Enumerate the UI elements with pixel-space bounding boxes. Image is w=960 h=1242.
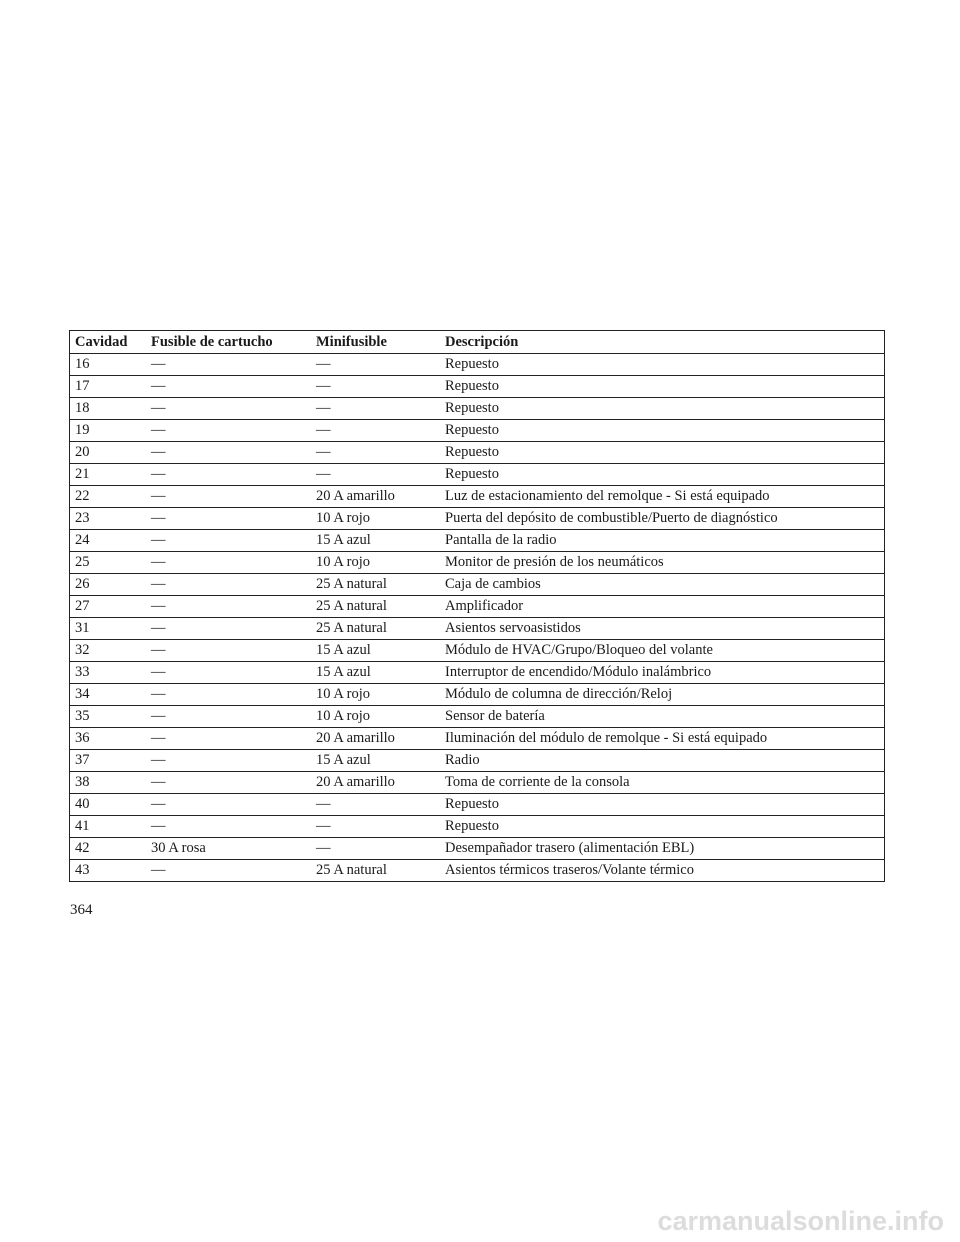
table-row xyxy=(70,816,885,838)
cell-minifusible: — xyxy=(311,816,440,838)
cell-fusible-cartucho: — xyxy=(146,354,311,376)
table-row xyxy=(70,728,885,750)
cell-fusible-cartucho: — xyxy=(146,618,311,640)
cell-descripcion: Repuesto xyxy=(440,398,885,420)
cell-minifusible: 25 A natural xyxy=(311,596,440,618)
cell-descripcion: Luz de estacionamiento del remolque - Si está equipado xyxy=(440,486,885,508)
cell-cavidad: 16 xyxy=(70,354,147,376)
cell-minifusible: 10 A rojo xyxy=(311,684,440,706)
header-descripcion: Descripción xyxy=(440,331,885,354)
cell-cavidad: 32 xyxy=(70,640,147,662)
cell-fusible-cartucho: — xyxy=(146,552,311,574)
table-row xyxy=(70,442,885,464)
table-row xyxy=(70,640,885,662)
cell-cavidad: 23 xyxy=(70,508,147,530)
fuse-table xyxy=(69,330,885,882)
table-row xyxy=(70,574,885,596)
cell-minifusible: — xyxy=(311,442,440,464)
cell-cavidad: 33 xyxy=(70,662,147,684)
cell-minifusible: 10 A rojo xyxy=(311,508,440,530)
header-minifusible: Minifusible xyxy=(311,331,440,354)
cell-fusible-cartucho: — xyxy=(146,816,311,838)
cell-descripcion: Sensor de batería xyxy=(440,706,885,728)
cell-minifusible: — xyxy=(311,398,440,420)
cell-descripcion: Asientos servoasistidos xyxy=(440,618,885,640)
cell-descripcion: Radio xyxy=(440,750,885,772)
cell-fusible-cartucho: — xyxy=(146,750,311,772)
cell-minifusible: — xyxy=(311,794,440,816)
cell-cavidad: 37 xyxy=(70,750,147,772)
cell-cavidad: 20 xyxy=(70,442,147,464)
cell-fusible-cartucho: — xyxy=(146,508,311,530)
cell-minifusible: 10 A rojo xyxy=(311,706,440,728)
cell-fusible-cartucho: 30 A rosa xyxy=(146,838,311,860)
table-row xyxy=(70,772,885,794)
fuse-table-body xyxy=(70,354,885,882)
fuse-table-head xyxy=(70,331,885,354)
cell-descripcion: Repuesto xyxy=(440,794,885,816)
cell-minifusible: 25 A natural xyxy=(311,574,440,596)
cell-descripcion: Iluminación del módulo de remolque - Si está equipado xyxy=(440,728,885,750)
cell-minifusible: 15 A azul xyxy=(311,750,440,772)
cell-cavidad: 38 xyxy=(70,772,147,794)
cell-descripcion: Puerta del depósito de combustible/Puerto de diagnóstico xyxy=(440,508,885,530)
cell-cavidad: 31 xyxy=(70,618,147,640)
cell-descripcion: Repuesto xyxy=(440,354,885,376)
cell-cavidad: 21 xyxy=(70,464,147,486)
cell-minifusible: 10 A rojo xyxy=(311,552,440,574)
cell-minifusible: 15 A azul xyxy=(311,640,440,662)
cell-minifusible: 25 A natural xyxy=(311,618,440,640)
cell-fusible-cartucho: — xyxy=(146,486,311,508)
cell-descripcion: Repuesto xyxy=(440,442,885,464)
cell-cavidad: 41 xyxy=(70,816,147,838)
watermark: carmanualsonline.info xyxy=(657,1206,944,1236)
cell-fusible-cartucho: — xyxy=(146,684,311,706)
cell-cavidad: 17 xyxy=(70,376,147,398)
cell-cavidad: 19 xyxy=(70,420,147,442)
cell-descripcion: Repuesto xyxy=(440,464,885,486)
table-row xyxy=(70,838,885,860)
cell-descripcion: Módulo de HVAC/Grupo/Bloqueo del volante xyxy=(440,640,885,662)
cell-descripcion: Módulo de columna de dirección/Reloj xyxy=(440,684,885,706)
cell-fusible-cartucho: — xyxy=(146,860,311,882)
cell-fusible-cartucho: — xyxy=(146,420,311,442)
cell-fusible-cartucho: — xyxy=(146,530,311,552)
cell-cavidad: 35 xyxy=(70,706,147,728)
cell-minifusible: 20 A amarillo xyxy=(311,772,440,794)
cell-fusible-cartucho: — xyxy=(146,464,311,486)
cell-descripcion: Desempañador trasero (alimentación EBL) xyxy=(440,838,885,860)
table-row xyxy=(70,508,885,530)
table-row xyxy=(70,618,885,640)
cell-fusible-cartucho: — xyxy=(146,640,311,662)
cell-minifusible: — xyxy=(311,376,440,398)
cell-fusible-cartucho: — xyxy=(146,662,311,684)
cell-descripcion: Repuesto xyxy=(440,816,885,838)
table-row xyxy=(70,552,885,574)
page-number: 364 xyxy=(70,902,93,918)
table-row xyxy=(70,794,885,816)
cell-minifusible: — xyxy=(311,420,440,442)
cell-cavidad: 25 xyxy=(70,552,147,574)
cell-descripcion: Repuesto xyxy=(440,376,885,398)
table-row xyxy=(70,530,885,552)
cell-minifusible: 20 A amarillo xyxy=(311,486,440,508)
cell-minifusible: — xyxy=(311,838,440,860)
cell-cavidad: 43 xyxy=(70,860,147,882)
table-row xyxy=(70,354,885,376)
cell-minifusible: — xyxy=(311,464,440,486)
header-fusible-cartucho: Fusible de cartucho xyxy=(146,331,311,354)
cell-minifusible: — xyxy=(311,354,440,376)
table-row xyxy=(70,398,885,420)
table-row xyxy=(70,706,885,728)
cell-fusible-cartucho: — xyxy=(146,596,311,618)
header-cavidad: Cavidad xyxy=(70,331,147,354)
cell-cavidad: 18 xyxy=(70,398,147,420)
cell-cavidad: 36 xyxy=(70,728,147,750)
table-row xyxy=(70,420,885,442)
cell-cavidad: 24 xyxy=(70,530,147,552)
table-row xyxy=(70,376,885,398)
cell-fusible-cartucho: — xyxy=(146,376,311,398)
table-row xyxy=(70,486,885,508)
cell-cavidad: 22 xyxy=(70,486,147,508)
cell-descripcion: Interruptor de encendido/Módulo inalámbrico xyxy=(440,662,885,684)
cell-fusible-cartucho: — xyxy=(146,706,311,728)
cell-cavidad: 40 xyxy=(70,794,147,816)
table-row xyxy=(70,860,885,882)
cell-cavidad: 34 xyxy=(70,684,147,706)
cell-minifusible: 25 A natural xyxy=(311,860,440,882)
cell-fusible-cartucho: — xyxy=(146,574,311,596)
table-row xyxy=(70,750,885,772)
cell-fusible-cartucho: — xyxy=(146,772,311,794)
table-row xyxy=(70,662,885,684)
table-row xyxy=(70,596,885,618)
header-row xyxy=(70,331,885,354)
cell-minifusible: 15 A azul xyxy=(311,530,440,552)
cell-cavidad: 42 xyxy=(70,838,147,860)
cell-fusible-cartucho: — xyxy=(146,794,311,816)
cell-minifusible: 20 A amarillo xyxy=(311,728,440,750)
cell-descripcion: Toma de corriente de la consola xyxy=(440,772,885,794)
cell-cavidad: 26 xyxy=(70,574,147,596)
cell-fusible-cartucho: — xyxy=(146,398,311,420)
cell-fusible-cartucho: — xyxy=(146,728,311,750)
table-row xyxy=(70,464,885,486)
cell-minifusible: 15 A azul xyxy=(311,662,440,684)
cell-descripcion: Caja de cambios xyxy=(440,574,885,596)
cell-descripcion: Repuesto xyxy=(440,420,885,442)
cell-fusible-cartucho: — xyxy=(146,442,311,464)
cell-descripcion: Monitor de presión de los neumáticos xyxy=(440,552,885,574)
table-row xyxy=(70,684,885,706)
cell-descripcion: Pantalla de la radio xyxy=(440,530,885,552)
cell-cavidad: 27 xyxy=(70,596,147,618)
cell-descripcion: Asientos térmicos traseros/Volante térmico xyxy=(440,860,885,882)
cell-descripcion: Amplificador xyxy=(440,596,885,618)
